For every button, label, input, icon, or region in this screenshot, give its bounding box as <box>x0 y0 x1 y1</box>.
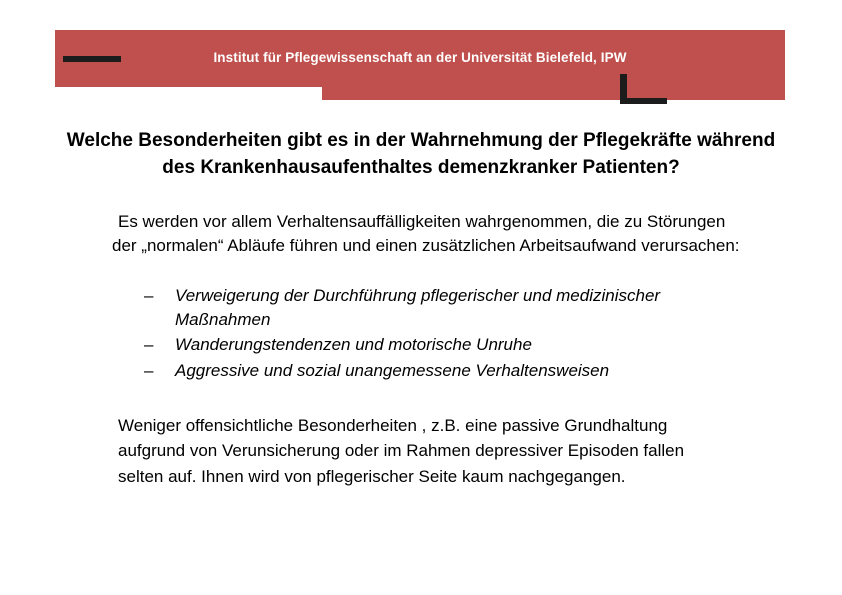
closing-paragraph: Weniger offensichtliche Besonderheiten , z.B. eine passive Grundhaltung aufgrund von Verunsicherung oder im Rahmen depressiver Episoden fallen selten auf. Ihnen wird von pflegerischer Seite kaum nachgegangen. <box>118 415 685 486</box>
bullet-text: Verweigerung der Durchführung pflegerischer und medizinischer Maßnahmen <box>175 286 661 330</box>
bullet-marker: – <box>144 286 154 306</box>
banner-accent-right-horizontal <box>620 98 667 104</box>
list-item <box>144 359 722 383</box>
list-item <box>144 284 722 332</box>
institute-title: Institut für Pflegewissenschaft an der Universität Bielefeld, IPW <box>213 50 627 65</box>
intro-paragraph: Es werden vor allem Verhaltensauffälligkeiten wahrgenommen, die zu Störungen der „normalen“ Abläufe führen und einen zusätzlichen Arbeitsaufwand verursachen: <box>112 211 740 256</box>
slide-question: Welche Besonderheiten gibt es in der Wahrnehmung der Pflegekräfte während des Krankenhausaufenthaltes demenzkranker Patienten? <box>66 130 776 178</box>
slide-content <box>0 128 842 489</box>
bullet-list <box>0 284 842 383</box>
header-banner <box>55 30 785 100</box>
bullet-marker: – <box>144 335 154 355</box>
bullet-text: Wanderungstendenzen und motorische Unruhe <box>175 335 532 355</box>
bullet-marker: – <box>144 360 154 380</box>
banner-notch <box>55 87 322 100</box>
list-item <box>144 333 722 357</box>
bullet-text: Aggressive und sozial unangemessene Verhaltensweisen <box>175 360 610 380</box>
